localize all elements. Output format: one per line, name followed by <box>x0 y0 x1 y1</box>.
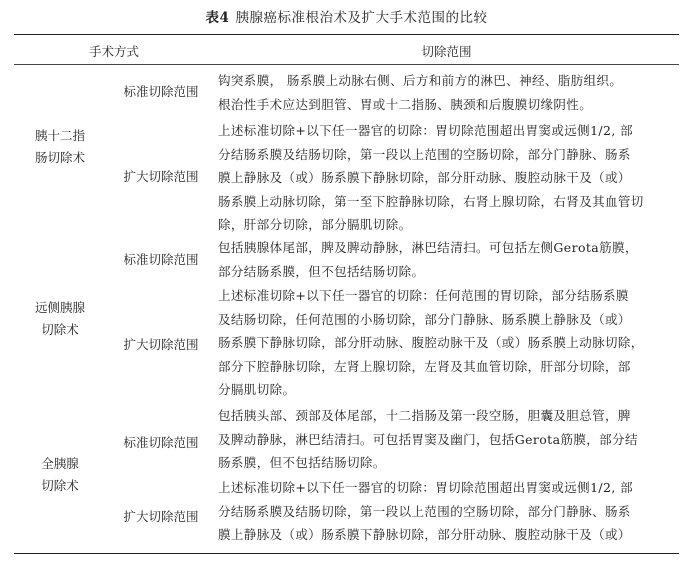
table-title <box>0 6 693 26</box>
row-scope-text <box>218 404 679 475</box>
row-scope-text <box>218 119 679 237</box>
text-line: 根治性手术应达到胆管、胃或十二指肠、胰颈和后腹膜切缘阴性。 <box>218 96 593 112</box>
row-type-standard: 标准切除范围 <box>123 84 199 99</box>
row-scope-text <box>218 284 679 402</box>
text-line: 及结肠切除，任何范围的小肠切除，部分门静脉、肠系膜上静脉及（或） <box>218 311 631 327</box>
text-line: 肠系膜上动脉切除，第一至下腔静脉切除，右肾上腺切除，右肾及其血管切 <box>218 193 644 209</box>
text-line: 部分结肠系膜，但不包括结肠切除。 <box>218 263 425 279</box>
group-name-line: 切除术 <box>41 322 79 337</box>
table-caption: 胰腺癌标准根治术及扩大手术范围的比较 <box>235 10 488 26</box>
header-surgery-type: 手术方式 <box>88 44 139 59</box>
group-name-line: 切除术 <box>41 478 79 493</box>
text-line: 钩突系膜， 肠系膜上动脉右侧、后方和前方的淋巴、神经、脂肪组织。 <box>218 73 623 88</box>
text-line: 部分下腔静脉切除，左肾上腺切除，左肾及其血管切除，肝部分切除，部 <box>218 358 631 374</box>
row-type-extended: 扩大切除范围 <box>123 337 199 352</box>
row-type-standard: 标准切除范围 <box>123 435 199 450</box>
header-resection-scope: 切除范围 <box>421 44 472 59</box>
group-name-line: 远侧胰腺 <box>34 300 85 315</box>
text-line: 上述标准切除+以下任一器官的切除：胃切除范围超出胃窦或远侧1/2, 部 <box>218 480 634 495</box>
text-line: 膜上静脉及（或）肠系膜下静脉切除，部分肝动脉、腹腔动脉干及（或） <box>218 170 631 186</box>
text-line: 肠系膜，但不包括结肠切除。 <box>218 455 386 471</box>
group-name-total-pancreatectomy <box>14 453 106 497</box>
group-name-line: 全胰腺 <box>41 456 79 471</box>
text-line: 分结肠系膜及结肠切除，第一段以上范围的空肠切除，部分门静脉、肠系 <box>218 146 631 162</box>
text-line: 除，肝部分切除，部分膈肌切除。 <box>218 217 412 233</box>
text-line: 包括胰腺体尾部，脾及脾动静脉，淋巴结清扫。可包括左侧Gerota筋膜， <box>218 240 638 255</box>
row-scope-text <box>218 476 679 547</box>
text-line: 包括胰头部、颈部及体尾部，十二指肠及第一段空肠，胆囊及胆总管，脾 <box>218 408 631 423</box>
group-name-line: 肠切除术 <box>34 150 85 165</box>
text-line: 肠系膜下静脉切除，部分肝动脉、腹腔动脉干及（或）肠系膜上动脉切除， <box>218 335 644 351</box>
row-type-standard: 标准切除范围 <box>123 252 199 267</box>
table-number: 表4 <box>205 10 230 26</box>
comparison-table <box>14 34 679 554</box>
text-line: 上述标准切除+以下任一器官的切除：任何范围的胃切除，部分结肠系膜 <box>218 288 629 303</box>
row-type-extended: 扩大切除范围 <box>123 509 199 524</box>
text-line: 分膈肌切除。 <box>218 382 296 398</box>
text-line: 上述标准切除+以下任一器官的切除：胃切除范围超出胃窦或远侧1/2, 部 <box>218 123 634 138</box>
group-name-line: 胰十二指 <box>34 128 85 143</box>
text-line: 分结肠系膜及结肠切除，第一段以上范围的空肠切除，部分门静脉、肠系 <box>218 503 631 519</box>
group-name-pancreaticoduodenectomy <box>14 125 106 169</box>
row-type-extended: 扩大切除范围 <box>123 169 199 184</box>
text-line: 及脾动静脉，淋巴结清扫。可包括胃窦及幽门，包括Gerota筋膜，部分结 <box>218 431 638 447</box>
text-line: 膜上静脉及（或）肠系膜下静脉切除，部分肝动脉、腹腔动脉干及（或） <box>218 527 631 543</box>
row-scope-text <box>218 236 679 283</box>
group-name-distal-pancreatectomy <box>14 297 106 341</box>
row-scope-text <box>218 69 679 116</box>
table-header-row <box>14 35 679 65</box>
